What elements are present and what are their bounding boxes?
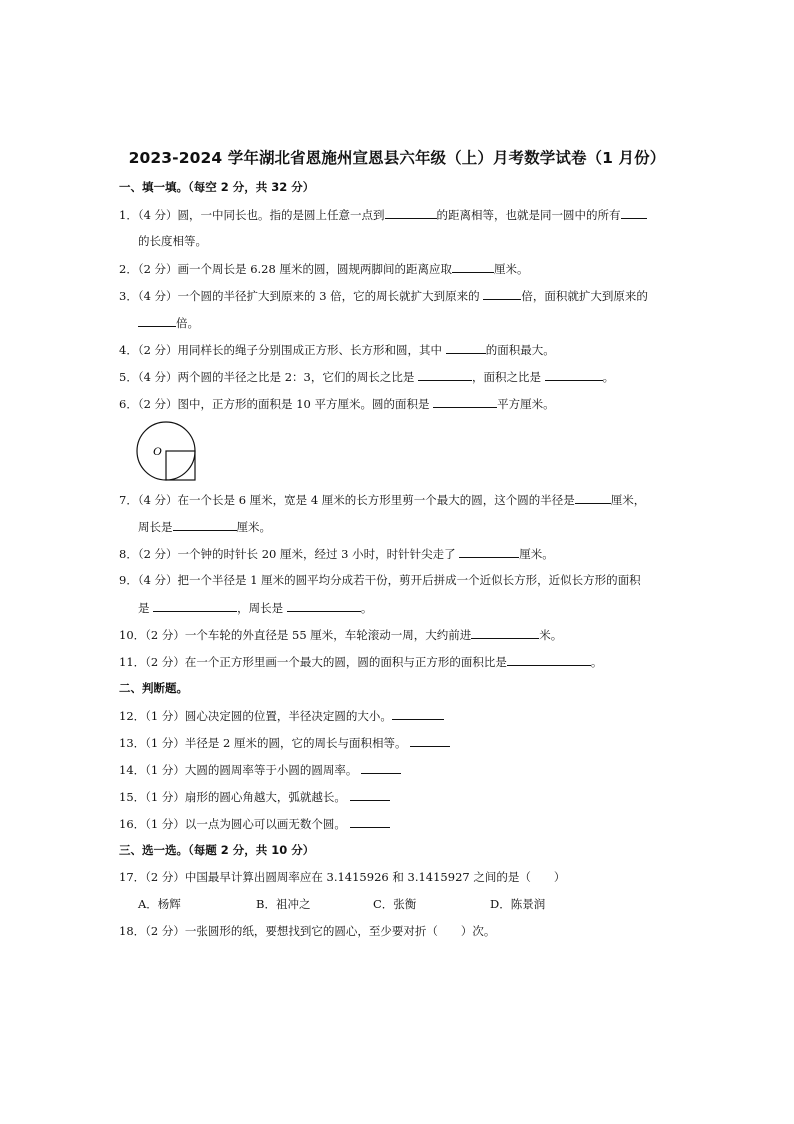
answer-blank[interactable] [138, 314, 176, 327]
question-4: 4．（2 分）用同样长的绳子分别围成正方形、长方形和圆，其中 的面积最大。 [119, 343, 555, 357]
answer-blank[interactable] [392, 707, 444, 720]
answer-blank[interactable] [173, 518, 237, 531]
question-18: 18．（2 分）一张圆形的纸，要想找到它的圆心，至少要对折（ ）次。 [119, 924, 496, 938]
answer-blank[interactable] [446, 341, 486, 354]
question-15: 15．（1 分）扇形的圆心角越大，弧就越长。 [119, 788, 679, 805]
question-8: 8．（2 分）一个钟的时针长 20 厘米，经过 3 小时，时针针尖走了 厘米。 [119, 547, 554, 561]
answer-blank[interactable] [361, 761, 401, 774]
answer-blank[interactable] [410, 734, 450, 747]
question-10: 10．（2 分）一个车轮的外直径是 55 厘米，车轮滚动一周，大约前进 米。 [119, 628, 563, 642]
option-c[interactable]: C．张衡 [373, 897, 417, 911]
circle-square-figure [134, 421, 200, 483]
answer-blank[interactable] [350, 788, 390, 801]
question-14: 14．（1 分）大圆的圆周率等于小圆的圆周率。 [119, 761, 679, 778]
question-3: 3．（4 分）一个圆的半径扩大到原来的 3 倍，它的周长就扩大到原来的 倍，面积就扩大到原来的 [119, 289, 648, 303]
answer-blank[interactable] [483, 287, 521, 300]
answer-blank[interactable] [545, 368, 603, 381]
question-7-continued: 周长是 厘米。 [138, 520, 271, 534]
section-1-heading: 一、填一填。（每空 2 分，共 32 分） [119, 180, 315, 194]
question-5: 5．（4 分）两个圆的半径之比是 2：3，它们的周长之比是 ，面积之比是 。 [119, 370, 615, 384]
answer-blank[interactable] [452, 260, 494, 273]
question-13: 13．（1 分）半径是 2 厘米的圆，它的周长与面积相等。 [119, 734, 679, 751]
answer-blank[interactable] [350, 815, 390, 828]
question-3-continued: 倍。 [138, 314, 698, 331]
answer-blank[interactable] [385, 206, 437, 219]
exam-title: 2023-2024 学年湖北省恩施州宣恩县六年级（上）月考数学试卷（1 月份） [128, 149, 666, 167]
answer-blank[interactable] [459, 545, 519, 558]
section-3-heading: 三、选一选。（每题 2 分，共 10 分） [119, 843, 315, 857]
answer-blank[interactable] [433, 395, 497, 408]
answer-blank[interactable] [507, 653, 591, 666]
question-1: 1．（4 分）圆，一中同长也。指的是圆上任意一点到 的距离相等，也就是同一圆中的所有 [119, 206, 679, 223]
answer-blank[interactable] [621, 206, 647, 219]
center-label: O [153, 444, 162, 458]
question-6: 6．（2 分）图中，正方形的面积是 10 平方厘米。圆的面积是 平方厘米。 [119, 397, 555, 411]
answer-blank[interactable] [418, 368, 472, 381]
question-7: 7．（4 分）在一个长是 6 厘米，宽是 4 厘米的长方形里剪一个最大的圆，这个圆的半径是 厘米， [119, 493, 646, 507]
question-2: 2．（2 分）画一个周长是 6.28 厘米的圆，圆规两脚间的距离应取 厘米。 [119, 262, 529, 276]
question-9: 9．（4 分）把一个半径是 1 厘米的圆平均分成若干份，剪开后拼成一个近似长方形，近似长方形的面积 [119, 573, 641, 587]
question-9-continued: 是 ，周长是 。 [138, 601, 373, 615]
option-a[interactable]: A．杨辉 [138, 897, 181, 911]
answer-blank[interactable] [471, 626, 539, 639]
question-12: 12．（1 分）圆心决定圆的位置，半径决定圆的大小。 [119, 707, 679, 724]
answer-blank[interactable] [287, 599, 361, 612]
option-b[interactable]: B．祖冲之 [256, 897, 311, 911]
question-1-continued: 的长度相等。 [138, 234, 207, 248]
answer-blank[interactable] [575, 491, 611, 504]
question-16: 16．（1 分）以一点为圆心可以画无数个圆。 [119, 815, 679, 832]
option-d[interactable]: D．陈景润 [490, 897, 546, 911]
question-11: 11．（2 分）在一个正方形里画一个最大的圆，圆的面积与正方形的面积比是 。 [119, 655, 603, 669]
question-17: 17．（2 分）中国最早计算出圆周率应在 3.1415926 和 3.1415927 之间的是（ ） [119, 870, 566, 884]
section-2-heading: 二、判断题。 [119, 681, 188, 695]
answer-blank[interactable] [153, 599, 237, 612]
